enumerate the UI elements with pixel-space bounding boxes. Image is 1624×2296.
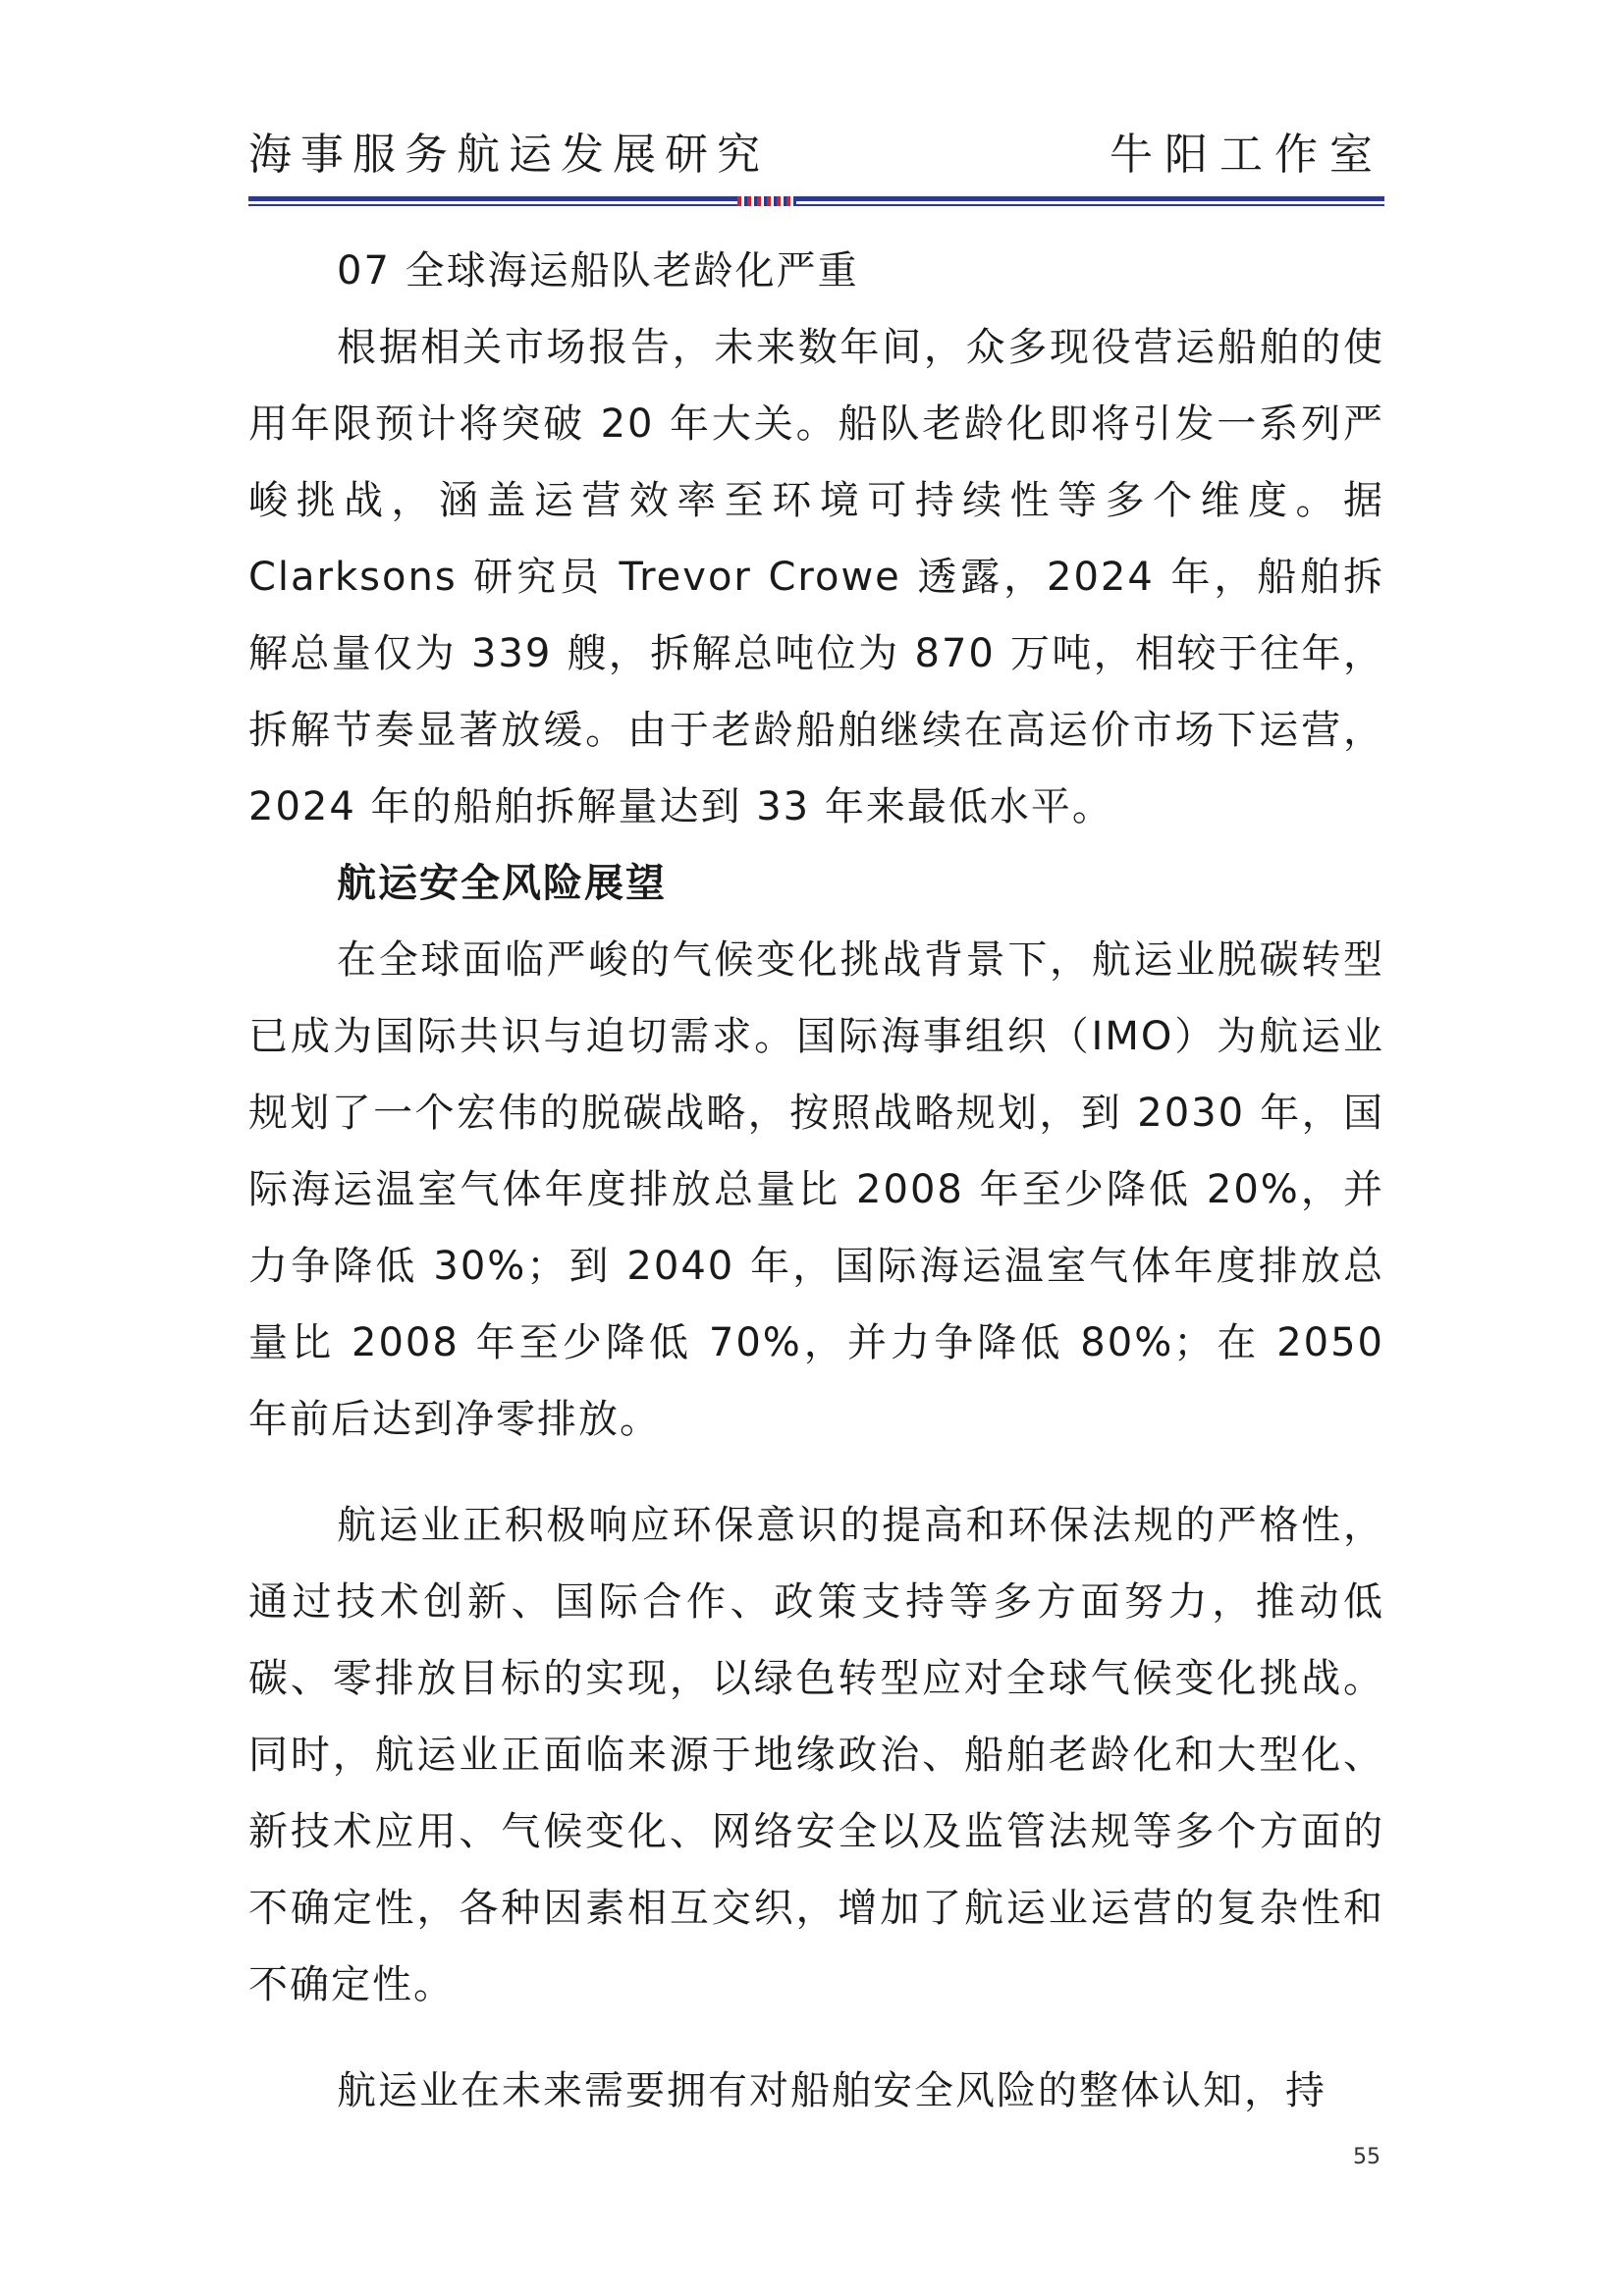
header-title-right: 牛阳工作室 <box>1110 130 1384 180</box>
paragraph-fleet-aging: 根据相关市场报告，未来数年间，众多现役营运船舶的使用年限预计将突破 20 年大关。船队老龄化即将引发一系列严峻挑战，涵盖运营效率至环境可持续性等多个维度。据 Clarksons 研究员 Trevor Crowe 透露，2024 年，船舶拆解总量仅为 339 艘，拆解总吨位为 870 万吨，相较于往年，拆解节奏显著放缓。由于老龄船舶继续在高运价市场下运营，2024 年的船舶拆解量达到 33 年来最低水平。 <box>248 325 1384 829</box>
paragraph-risk-awareness: 航运业在未来需要拥有对船舶安全风险的整体认知，持 <box>337 2068 1326 2113</box>
paragraph-decarbonization: 在全球面临严峻的气候变化挑战背景下，航运业脱碳转型已成为国际共识与迫切需求。国际海事组织（IMO）为航运业规划了一个宏伟的脱碳战略，按照战略规划，到 2030 年，国际海运温室气体年度排放总量比 2008 年至少降低 20%，并力争降低 30%；到 2040 年，国际海运温室气体年度排放总量比 2008 年至少降低 70%，并力争降低 80%；在 2050 年前后达到净零排放。 <box>248 937 1384 1442</box>
header-rule-stripes <box>737 196 796 206</box>
paragraph-green-transition: 航运业正积极响应环保意识的提高和环保法规的严格性，通过技术创新、国际合作、政策支持等多方面努力，推动低碳、零排放目标的实现，以绿色转型应对全球气候变化挑战。同时，航运业正面临来源于地缘政治、船舶老龄化和大型化、新技术应用、气候变化、网络安全以及监管法规等多个方面的不确定性，各种因素相互交织，增加了航运业运营的复杂性和不确定性。 <box>248 1503 1384 2007</box>
page-content <box>248 233 1384 2129</box>
page-number: 55 <box>1353 2145 1380 2169</box>
section-heading-safety-outlook: 航运安全风险展望 <box>337 861 667 906</box>
header-title-left: 海事服务航运发展研究 <box>248 130 769 180</box>
header-rule-thin-bar <box>248 204 1384 206</box>
section-title: 07 全球海运船队老龄化严重 <box>337 248 859 294</box>
page-header <box>248 126 1384 204</box>
header-rule-bar <box>248 196 1384 201</box>
header-rule <box>248 196 1384 207</box>
